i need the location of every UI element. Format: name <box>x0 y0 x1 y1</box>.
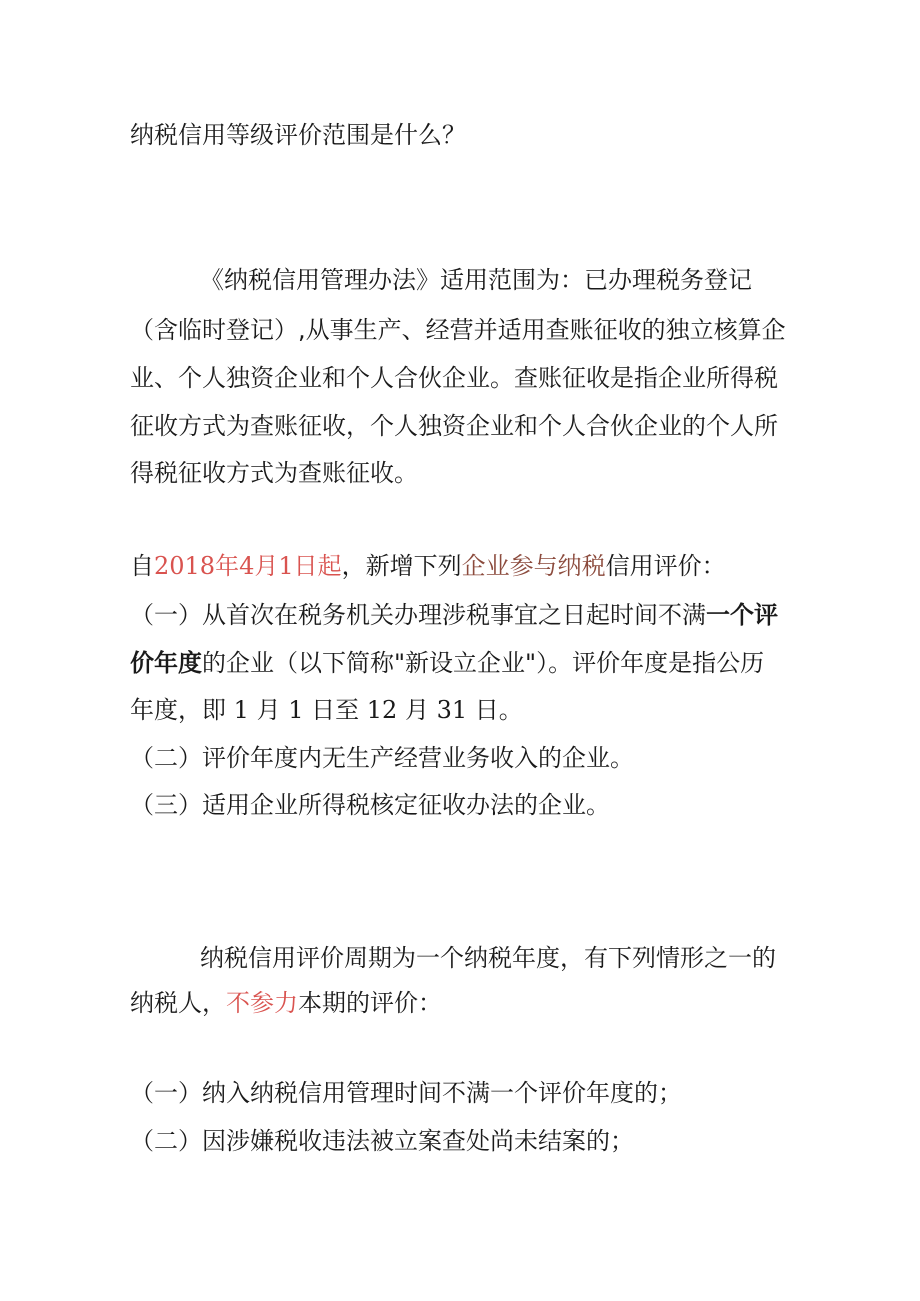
para1-line5: 得税征收方式为查账征收。 <box>130 459 418 487</box>
para2-highlight: 企业参与纳税 <box>461 552 606 580</box>
para2-item1-c3: 日至 <box>311 696 360 724</box>
para1-line4: 征收方式为查账征收，个人独资企业和个人合伙企业的个人所 <box>130 412 778 440</box>
para2-item1-c4: 月 <box>404 696 429 724</box>
para2-item1-c2: 月 <box>256 696 281 724</box>
para1-line3: 业、个人独资企业和个人合伙企业。查账征收是指企业所得税 <box>130 364 778 392</box>
para2-month: 4 <box>239 552 255 580</box>
para2-item1-num4: 31 <box>436 696 468 724</box>
para2-intro <box>130 543 726 589</box>
para3-line1: 纳税信用评价周期为一个纳税年度，有下列情形之一的 <box>200 944 776 972</box>
para3-line2-b: 本期的评价： <box>298 989 442 1017</box>
para2-item1-b: 的企业（以下简称"新设立企业"）。评价年度是指公历 <box>202 649 765 677</box>
para2-item1-num1: 1 <box>233 696 249 724</box>
para2-item1-line1 <box>130 592 778 638</box>
para3-item1: （一）纳入纳税信用管理时间不满一个评价年度的； <box>130 1079 682 1107</box>
para2-item1-num3: 12 <box>366 696 398 724</box>
para2-item1-c5: 日。 <box>474 696 523 724</box>
para2-item1-a: （一）从首次在税务机关办理涉税事宜之日起时间不满 <box>130 601 706 629</box>
para2-suffix: 信用评价： <box>605 552 726 580</box>
para2-item1-bold1: 一个评 <box>706 601 778 629</box>
para2-mid: ，新增下列 <box>341 552 462 580</box>
para2-day: 1 <box>278 552 294 580</box>
para2-nian: 年 <box>215 552 240 580</box>
para3-line2-a: 纳税人， <box>130 989 226 1017</box>
para2-item1-num2: 1 <box>288 696 304 724</box>
para2-year: 2018 <box>154 552 216 580</box>
para1-line1: 《纳税信用管理办法》适用范围为：已办理税务登记 <box>200 266 752 294</box>
para2-item2: （二）评价年度内无生产经营业务收入的企业。 <box>130 744 634 772</box>
para2-yue: 月 <box>254 552 279 580</box>
page-title: 纳税信用等级评价范围是什么？ <box>130 121 466 149</box>
para2-item1-line2 <box>130 640 764 686</box>
para2-qi: 日起 <box>293 552 342 580</box>
para2-item3: （三）适用企业所得税核定征收办法的企业。 <box>130 791 610 819</box>
para2-item1-c1: 年度，即 <box>130 696 226 724</box>
para3-item2: （二）因涉嫌税收违法被立案查处尚未结案的； <box>130 1127 634 1155</box>
para3-line2 <box>130 980 442 1026</box>
para2-item1-line3 <box>130 687 523 733</box>
para2-prefix: 自 <box>130 552 154 580</box>
para1-line2: （含临时登记）,从事生产、经营并适用查账征收的独立核算企 <box>130 316 786 344</box>
para2-item1-bold2: 价年度 <box>130 649 202 677</box>
para3-line2-red: 不参力 <box>226 989 298 1017</box>
